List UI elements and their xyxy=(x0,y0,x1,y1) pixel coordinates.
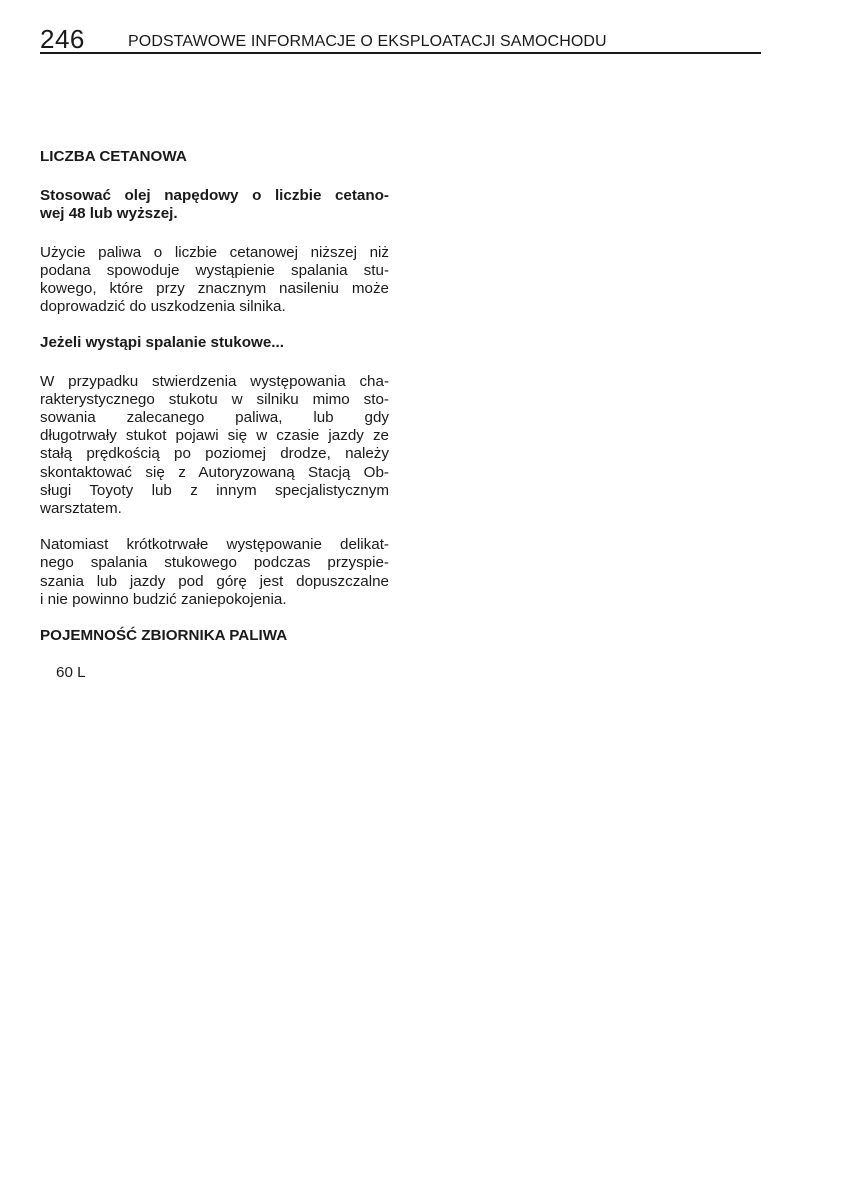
text-line: sowania zalecanego paliwa, lub gdy xyxy=(40,409,389,427)
text-line: wej 48 lub wyższej. xyxy=(40,205,178,223)
text-line: warsztatem. xyxy=(40,500,122,518)
cetane-warning-paragraph xyxy=(40,244,389,317)
text-line: Użycie paliwa o liczbie cetanowej niższej niż xyxy=(40,243,389,261)
fuel-tank-heading: POJEMNOŚĆ ZBIORNIKA PALIWA xyxy=(40,627,288,645)
text-line: kowego, które przy znacznym nasileniu może xyxy=(40,280,389,298)
page-header-title: PODSTAWOWE INFORMACJE O EKSPLOATACJI SAMOCHODU xyxy=(128,33,607,50)
text-line: sługi Toyoty lub z innym specjalistycznym xyxy=(40,481,389,499)
text-line: Natomiast krótkotrwałe występowanie delikat- xyxy=(40,536,389,554)
text-line: szania lub jazdy pod górę jest dopuszczalne xyxy=(40,572,389,590)
text-line: i nie powinno budzić zaniepokojenia. xyxy=(40,590,287,608)
text-line: W przypadku stwierdzenia występowania cha- xyxy=(40,372,389,390)
text-line: skontaktować się z Autoryzowaną Stacją Ob- xyxy=(40,463,389,481)
text-line: długotrwały stukot pojawi się w czasie jazdy ze xyxy=(40,427,389,445)
page-header xyxy=(40,24,761,54)
cetane-heading: LICZBA CETANOWA xyxy=(40,148,187,165)
text-line: nego spalania stukowego podczas przyspie- xyxy=(40,554,389,572)
text-line: rakterystycznego stukotu w silniku mimo sto- xyxy=(40,390,389,408)
knocking-subheading: Jeżeli wystąpi spalanie stukowe... xyxy=(40,334,284,352)
text-line: doprowadzić do uszkodzenia silnika. xyxy=(40,298,286,316)
main-content xyxy=(40,148,389,682)
page-number: 246 xyxy=(40,24,85,54)
knocking-instructions-paragraph xyxy=(40,373,389,519)
cetane-requirement xyxy=(40,187,389,223)
text-line: stałą prędkością po poziomej drodze, należy xyxy=(40,445,389,463)
text-line: podana spowoduje wystąpienie spalania stu- xyxy=(40,261,389,279)
fuel-tank-capacity: 60 L xyxy=(56,664,86,682)
knocking-acceptable-paragraph xyxy=(40,536,389,609)
text-line: Stosować olej napędowy o liczbie cetano- xyxy=(40,187,389,205)
